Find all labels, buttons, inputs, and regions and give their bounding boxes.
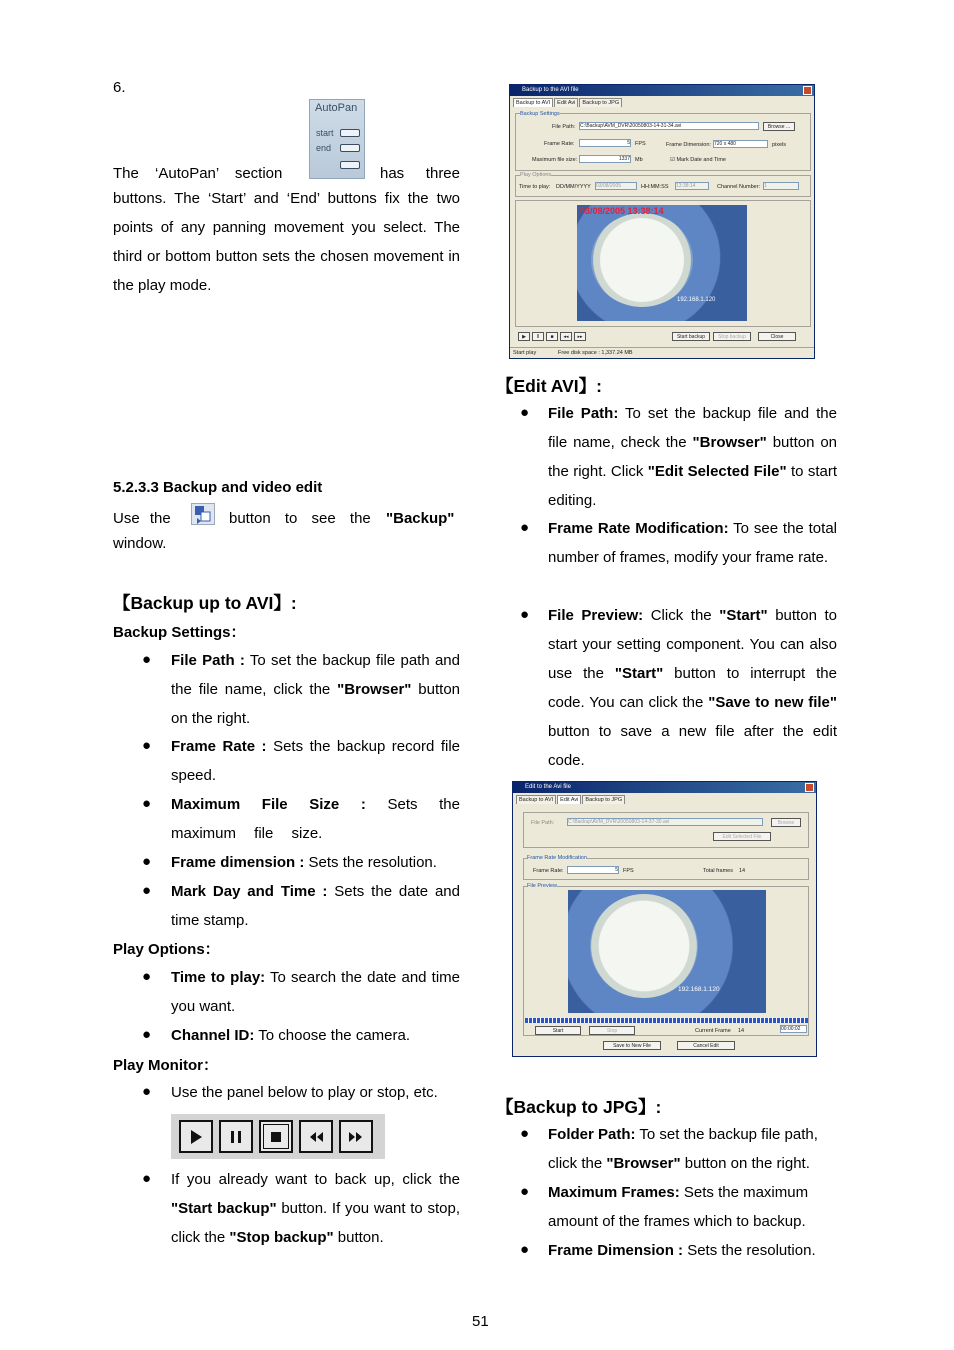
term: Frame Rate : xyxy=(171,738,267,755)
bullet-icon: ● xyxy=(142,1026,152,1043)
bullet-icon: ● xyxy=(142,737,152,754)
autopan-play-button[interactable] xyxy=(340,161,360,169)
desc: To search the date and time you want. xyxy=(171,969,460,1015)
backup-quoted: "Backup" xyxy=(386,510,455,527)
frame-rate-label: Frame Rate: xyxy=(533,868,564,874)
bullet-icon: ● xyxy=(142,882,152,899)
desc: To choose the camera. xyxy=(258,1027,411,1044)
backup-jpg-heading: 【Backup to JPG】: xyxy=(496,1097,662,1117)
tab-bar xyxy=(516,795,626,804)
video-ip: 192.168.1.120 xyxy=(678,986,720,993)
term: Maximum Frames: xyxy=(548,1184,680,1201)
max-size-label: Maximum file size: xyxy=(532,157,578,163)
desc: To set the backup file and the file name, check the xyxy=(548,405,837,451)
video-ip: 192.168.1.120 xyxy=(677,297,716,303)
button-to-see-text: button to see the xyxy=(229,510,371,527)
time-input[interactable]: 13:38:14 xyxy=(675,182,709,190)
pause-button[interactable]: II xyxy=(532,332,544,341)
term: Channel ID: xyxy=(171,1027,255,1044)
channel-select[interactable]: 1 xyxy=(763,182,799,190)
jpg-bullet-frame-dimension xyxy=(548,1236,848,1265)
bullet-icon: ● xyxy=(142,1083,152,1100)
time-display: 00:00:02 xyxy=(780,1025,807,1033)
status-left: Start play xyxy=(513,350,537,356)
backup-avi-heading: 【Backup up to AVI】: xyxy=(113,593,297,613)
mark-date-checkbox[interactable]: ☑ Mark Date and Time xyxy=(670,157,726,163)
bullet-mark-day xyxy=(171,877,460,935)
bullet-max-size xyxy=(171,790,460,848)
tab-edit-avi[interactable]: Edit Avi xyxy=(557,795,581,804)
start-backup-button[interactable]: Start backup xyxy=(672,332,710,341)
section-title: 5.2.3.3 Backup and video edit xyxy=(113,479,323,496)
time-to-play-label: Time to play: xyxy=(519,184,551,190)
desc: Sets the date and time stamp. xyxy=(171,883,460,929)
bullet-icon: ● xyxy=(142,795,152,812)
rewind-button[interactable] xyxy=(299,1120,333,1153)
group-label: Backup Settings xyxy=(520,111,560,117)
close-icon[interactable] xyxy=(805,783,814,792)
term: Maximum File Size : xyxy=(171,796,366,813)
desc: To set the backup file path, click the xyxy=(548,1126,818,1172)
fps-label: FPS xyxy=(635,141,646,147)
desc-3: button. xyxy=(337,1229,384,1246)
desc-4: button to save a new file after the edit code. xyxy=(548,723,837,769)
term: File Path: xyxy=(548,405,619,422)
bullet-icon: ● xyxy=(520,1241,530,1258)
frame-rate-input[interactable]: 5 xyxy=(567,866,619,874)
backup-settings-label: Backup Settings： xyxy=(113,624,246,641)
window-title: Backup to the AVI file xyxy=(510,85,814,96)
backup-avi-window xyxy=(509,84,815,359)
video-preview xyxy=(568,890,766,1013)
current-frame-label: Current Frame xyxy=(695,1028,731,1034)
desc: Sets the backup record file speed. xyxy=(171,738,460,784)
start-button[interactable]: Start xyxy=(535,1026,581,1035)
edit-selected-button[interactable]: Edit Selected File xyxy=(713,832,771,841)
jpg-bullet-folder-path xyxy=(548,1120,848,1178)
fast-forward-icon xyxy=(348,1129,364,1145)
edit-selected-quoted: "Edit Selected File" xyxy=(647,463,787,480)
desc-2: button. If you want to stop, click the xyxy=(171,1200,460,1246)
bullet-monitor: Use the panel below to play or stop, etc. xyxy=(171,1084,438,1101)
term: Frame Dimension : xyxy=(548,1242,684,1259)
desc: Sets the maximum file size. xyxy=(171,796,460,842)
bullet-file-path xyxy=(171,646,460,733)
page-number: 51 xyxy=(472,1313,489,1330)
bullet-time-to-play xyxy=(171,963,460,1021)
tab-backup-jpg[interactable]: Backup to JPG xyxy=(582,795,625,804)
stop-backup-quoted: "Stop backup" xyxy=(229,1229,334,1246)
edit-bullet-file-path xyxy=(548,399,837,515)
frame-dim-label: Frame Dimension: xyxy=(666,142,711,148)
file-path-label: File Path: xyxy=(552,124,576,130)
bullet-start-backup xyxy=(171,1165,460,1252)
rewind-icon xyxy=(308,1129,324,1145)
max-size-input[interactable]: 1337 xyxy=(579,155,631,163)
autopan-widget xyxy=(309,99,365,179)
desc: Sets the resolution. xyxy=(308,854,437,871)
pause-button[interactable] xyxy=(219,1120,253,1153)
term: Folder Path: xyxy=(548,1126,636,1143)
term: Mark Day and Time : xyxy=(171,883,328,900)
clock-image xyxy=(590,894,698,998)
video-preview xyxy=(577,205,747,321)
autopan-description: buttons. The ‘Start’ and ‘End’ buttons fix the two points of any panning movement you select. The third or bottom button sets the chosen movement in the play mode. xyxy=(113,190,460,294)
desc: To see the total number of frames, modify your frame rate. xyxy=(548,520,837,566)
tab-bar xyxy=(513,98,623,107)
bullet-icon: ● xyxy=(520,606,530,623)
item-number: 6. xyxy=(113,79,126,96)
browser-quoted: "Browser" xyxy=(692,434,767,451)
desc: Sets the resolution. xyxy=(687,1242,816,1259)
stop-backup-button[interactable]: Stop backup xyxy=(713,332,751,341)
term: Frame Rate Modification: xyxy=(548,520,729,537)
file-preview-label: File Preview xyxy=(527,883,557,889)
desc-3: button to interrupt the code. You can click the xyxy=(548,665,837,711)
autopan-text-2: has three xyxy=(380,165,460,182)
backup-icon xyxy=(191,503,215,525)
fast-forward-button[interactable]: ▸▸ xyxy=(574,332,586,341)
frame-rate-group-label: Frame Rate Modification xyxy=(527,855,587,861)
mb-label: Mb xyxy=(635,157,643,163)
use-the-text: Use the xyxy=(113,510,171,527)
browse-button[interactable]: Browse xyxy=(771,818,801,827)
autopan-end-button[interactable] xyxy=(340,144,360,152)
autopan-start-button[interactable] xyxy=(340,129,360,137)
browser-quoted: "Browser" xyxy=(606,1155,681,1172)
tab-backup-avi[interactable]: Backup to AVI xyxy=(516,795,556,804)
stop-button[interactable]: ■ xyxy=(546,332,558,341)
status-right: Free disk space : 1,337.24 MB xyxy=(558,350,633,356)
term: Frame dimension : xyxy=(171,854,305,871)
play-icon xyxy=(188,1129,204,1145)
desc-2: button on the right. Click xyxy=(548,434,838,480)
channel-label: Channel Number: xyxy=(717,184,761,190)
desc-2: button to start your setting component. You can also use the xyxy=(548,607,837,682)
bullet-icon: ● xyxy=(142,1170,152,1187)
edit-avi-heading: 【Edit AVI】: xyxy=(496,376,602,396)
start-backup-quoted: "Start backup" xyxy=(171,1200,277,1217)
bullet-icon: ● xyxy=(520,1183,530,1200)
edit-bullet-file-preview xyxy=(548,601,837,775)
bullet-icon: ● xyxy=(142,968,152,985)
save-new-file-button[interactable]: Save to New File xyxy=(603,1041,661,1050)
close-icon[interactable] xyxy=(803,86,812,95)
desc-2: button on the right. xyxy=(171,681,461,727)
tab-edit-avi[interactable]: Edit Avi xyxy=(554,98,578,107)
save-new-quoted: "Save to new file" xyxy=(708,694,838,711)
stop-button[interactable] xyxy=(259,1120,293,1153)
desc-3: to start editing. xyxy=(548,463,837,509)
autopan-title: AutoPan xyxy=(315,102,358,114)
mark-date-label: Mark Date and Time xyxy=(676,157,726,163)
play-button[interactable] xyxy=(179,1120,213,1153)
desc: Sets the maximum amount of the frames which to backup. xyxy=(548,1184,809,1230)
start-quoted-2: "Start" xyxy=(614,665,664,682)
file-path-input[interactable]: C:\Backup\AVM_DVR\20050803-14-37-30.avi xyxy=(567,818,763,826)
stop-icon xyxy=(268,1129,284,1145)
close-button[interactable]: Close xyxy=(758,332,796,341)
status-bar xyxy=(510,347,815,359)
desc-2: button on the right. xyxy=(684,1155,810,1172)
cancel-edit-button[interactable]: Cancel Edit xyxy=(677,1041,735,1050)
desc: If you already want to back up, click the xyxy=(171,1171,460,1188)
window-title: Edit to the Avi file xyxy=(513,782,816,793)
frame-dim-select[interactable]: 720 x 480 xyxy=(713,140,768,148)
autopan-start-label: start xyxy=(316,128,334,138)
total-frames-value: 14 xyxy=(739,868,746,874)
time-format-label: HH:MM:SS xyxy=(641,184,669,190)
browser-quoted: "Browser" xyxy=(337,681,412,698)
bullet-frame-dimension xyxy=(171,848,466,877)
play-monitor-label: Play Monitor： xyxy=(113,1057,219,1074)
browse-button[interactable]: Browse ... xyxy=(763,122,795,131)
video-timestamp: 03/08/2005 13:38:14 xyxy=(580,206,664,216)
total-frames-label: Total frames xyxy=(703,868,733,874)
pixels-label: pixels xyxy=(772,142,787,148)
start-quoted: "Start" xyxy=(719,607,768,624)
frame-rate-group xyxy=(523,858,809,880)
term: Time to play: xyxy=(171,969,266,986)
fps-label: FPS xyxy=(623,868,634,874)
tab-backup-jpg[interactable]: Backup to JPG xyxy=(579,98,622,107)
frame-rate-input[interactable]: 5 xyxy=(579,139,631,147)
play-button[interactable]: ▶ xyxy=(518,332,530,341)
file-path-input[interactable]: C:\Backup\AVM_DVR\20050803-14-31-34.avi xyxy=(579,122,759,130)
bullet-channel-id xyxy=(171,1021,466,1050)
desc: To set the backup file path and the file name, click the xyxy=(171,652,460,698)
clock-image xyxy=(591,213,693,307)
term: File Preview: xyxy=(548,607,644,624)
jpg-bullet-max-frames xyxy=(548,1178,838,1236)
bullet-icon: ● xyxy=(142,853,152,870)
stop-button[interactable]: Stop xyxy=(589,1026,635,1035)
frame-rate-label: Frame Rate: xyxy=(544,141,575,147)
desc: Click the xyxy=(650,607,712,624)
autopan-text-1: The ‘AutoPan’ section xyxy=(113,165,283,182)
edit-bullet-frame-rate xyxy=(548,514,837,572)
autopan-end-label: end xyxy=(316,143,332,153)
window-text: window. xyxy=(113,535,167,552)
play-options-label: Play Options： xyxy=(113,941,220,958)
bullet-frame-rate xyxy=(171,732,460,790)
edit-avi-window xyxy=(512,781,817,1057)
bullet-icon: ● xyxy=(520,404,530,421)
bullet-icon: ● xyxy=(142,651,152,668)
bullet-icon: ● xyxy=(520,519,530,536)
playback-panel xyxy=(171,1114,385,1159)
current-frame-value: 14 xyxy=(738,1028,745,1034)
tab-backup-avi[interactable]: Backup to AVI xyxy=(513,98,553,107)
progress-bar xyxy=(525,1018,808,1023)
fast-forward-button[interactable] xyxy=(339,1120,373,1153)
play-options-label: Play Options xyxy=(520,172,552,178)
term: File Path : xyxy=(171,652,245,669)
bullet-icon: ● xyxy=(520,1125,530,1142)
date-format-label: DD/MM/YYYY xyxy=(556,184,591,190)
pause-icon xyxy=(228,1129,244,1145)
file-path-label: File Path: xyxy=(531,820,555,826)
rewind-button[interactable]: ◂◂ xyxy=(560,332,572,341)
date-input[interactable]: 03/08/2005 xyxy=(595,182,637,190)
